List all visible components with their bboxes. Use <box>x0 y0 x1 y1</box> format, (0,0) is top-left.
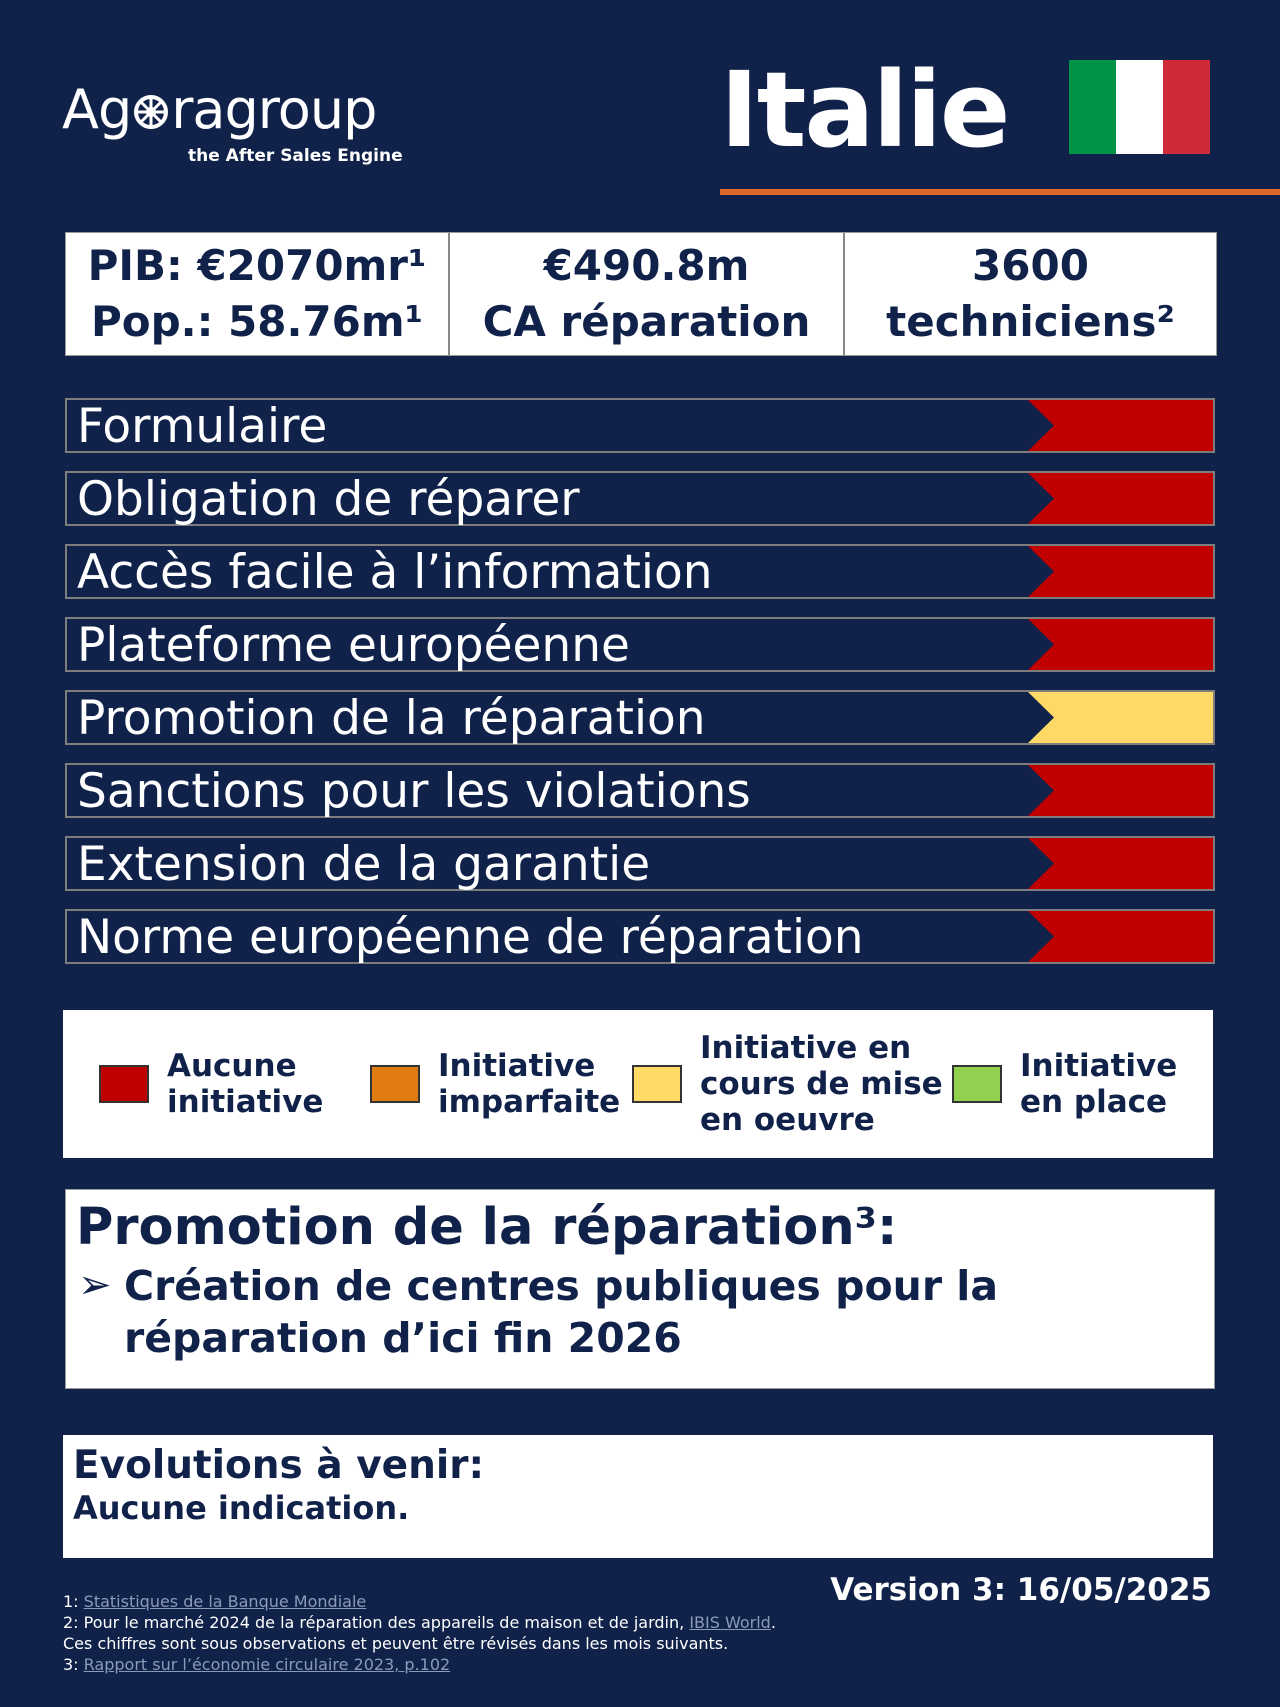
legend-item-in-progress <box>632 1030 943 1138</box>
criterion-row <box>65 909 1215 964</box>
footnote-prefix: 1: <box>63 1592 84 1611</box>
italy-flag-icon <box>1069 60 1210 154</box>
stat-line-1: PIB: €2070mr¹ <box>87 241 427 290</box>
criterion-status-indicator <box>1028 619 1213 670</box>
promotion-bullet-line: réparation d’ici fin 2026 <box>124 1314 682 1362</box>
evolutions-box <box>63 1435 1213 1558</box>
promotion-title: Promotion de la réparation³: <box>76 1198 898 1257</box>
criterion-status-indicator <box>1028 546 1213 597</box>
criterion-status-indicator <box>1028 400 1213 451</box>
stat-technicians <box>845 233 1216 355</box>
criterion-label: Sanctions pour les violations <box>77 764 751 819</box>
logo-wordmark <box>62 80 376 144</box>
stat-gdp-population <box>66 233 450 355</box>
logo-tagline: the After Sales Engine <box>188 146 403 166</box>
criterion-label: Promotion de la réparation <box>77 691 706 746</box>
criterion-label: Extension de la garantie <box>77 837 651 892</box>
criterion-label: Norme européenne de réparation <box>77 910 864 965</box>
criterion-label: Obligation de réparer <box>77 472 580 527</box>
evolutions-text: Aucune indication. <box>73 1489 410 1527</box>
stats-panel <box>65 232 1217 356</box>
title-underline <box>720 189 1280 195</box>
legend-swatch <box>632 1065 682 1103</box>
stat-line-2: CA réparation <box>482 297 811 346</box>
version-label: Version 3: 16/05/2025 <box>830 1572 1212 1608</box>
legend-panel <box>63 1010 1213 1158</box>
legend-item-no-initiative <box>99 1048 323 1120</box>
footnote-1 <box>63 1591 783 1612</box>
footnote-2 <box>63 1612 783 1654</box>
legend-text-line: initiative <box>167 1084 324 1120</box>
legend-swatch <box>99 1065 149 1103</box>
criterion-status-indicator <box>1028 838 1213 889</box>
stat-line-2: Pop.: 58.76m¹ <box>90 297 424 346</box>
stat-repair-revenue <box>450 233 845 355</box>
criterion-row <box>65 836 1215 891</box>
arrow-bullet-icon: ➢ <box>78 1262 112 1308</box>
stat-line-1: 3600 <box>972 241 1089 290</box>
legend-text-line: Initiative <box>438 1048 596 1084</box>
legend-swatch <box>370 1065 420 1103</box>
criterion-row <box>65 690 1215 745</box>
agoragroup-logo <box>62 78 403 166</box>
footnote-prefix: 2: Pour le marché 2024 de la réparation des appareils de maison et de jardin, <box>63 1613 690 1632</box>
promotion-bullet-line: Création de centres publiques pour la <box>124 1262 999 1310</box>
promotion-box <box>65 1189 1215 1389</box>
legend-text-line: Initiative <box>1020 1048 1178 1084</box>
country-title: Italie <box>720 49 1009 171</box>
legend-swatch <box>952 1065 1002 1103</box>
criterion-status-indicator <box>1028 473 1213 524</box>
logo-brand-prefix: Ag <box>62 78 132 141</box>
criterion-status-indicator <box>1028 765 1213 816</box>
legend-text-line: Aucune <box>167 1048 297 1084</box>
flag-stripe-red <box>1163 60 1210 154</box>
flag-stripe-green <box>1069 60 1116 154</box>
legend-text-line: cours de mise <box>700 1066 943 1102</box>
logo-wheel-icon <box>131 84 171 144</box>
criterion-status-indicator <box>1028 692 1213 743</box>
footnote-prefix: 3: <box>63 1655 84 1674</box>
footnote-link-world-bank[interactable]: Statistiques de la Banque Mondiale <box>83 1592 367 1611</box>
criterion-label: Plateforme européenne <box>77 618 630 673</box>
legend-text-line: en oeuvre <box>700 1102 875 1138</box>
logo-brand-suffix: ragroup <box>171 78 377 141</box>
criterion-row <box>65 544 1215 599</box>
criterion-row <box>65 471 1215 526</box>
footnote-suffix: . Ces chiffres sont sous observations et peuvent être révisés dans les mois suivants. <box>63 1613 776 1653</box>
criterion-row <box>65 617 1215 672</box>
criterion-status-indicator <box>1028 911 1213 962</box>
evolutions-title: Evolutions à venir: <box>73 1443 485 1488</box>
legend-item-in-place <box>952 1048 1177 1120</box>
footnote-3 <box>63 1654 783 1675</box>
promotion-bullet-text <box>124 1260 998 1364</box>
stat-line-2: techniciens² <box>886 297 1175 346</box>
criterion-label: Formulaire <box>77 399 328 454</box>
legend-text-line: Initiative en <box>700 1030 912 1066</box>
footnote-link-ibis-world[interactable]: IBIS World <box>689 1613 771 1632</box>
footnotes <box>63 1591 783 1675</box>
criterion-row <box>65 763 1215 818</box>
footnote-link-circular-economy-report[interactable]: Rapport sur l’économie circulaire 2023, p.102 <box>83 1655 451 1674</box>
criterion-label: Accès facile à l’information <box>77 545 713 600</box>
legend-text-line: en place <box>1020 1084 1168 1120</box>
criterion-row <box>65 398 1215 453</box>
flag-stripe-white <box>1116 60 1163 154</box>
legend-item-imperfect <box>370 1048 620 1120</box>
stat-line-1: €490.8m <box>543 241 750 290</box>
legend-text-line: imparfaite <box>438 1084 621 1120</box>
